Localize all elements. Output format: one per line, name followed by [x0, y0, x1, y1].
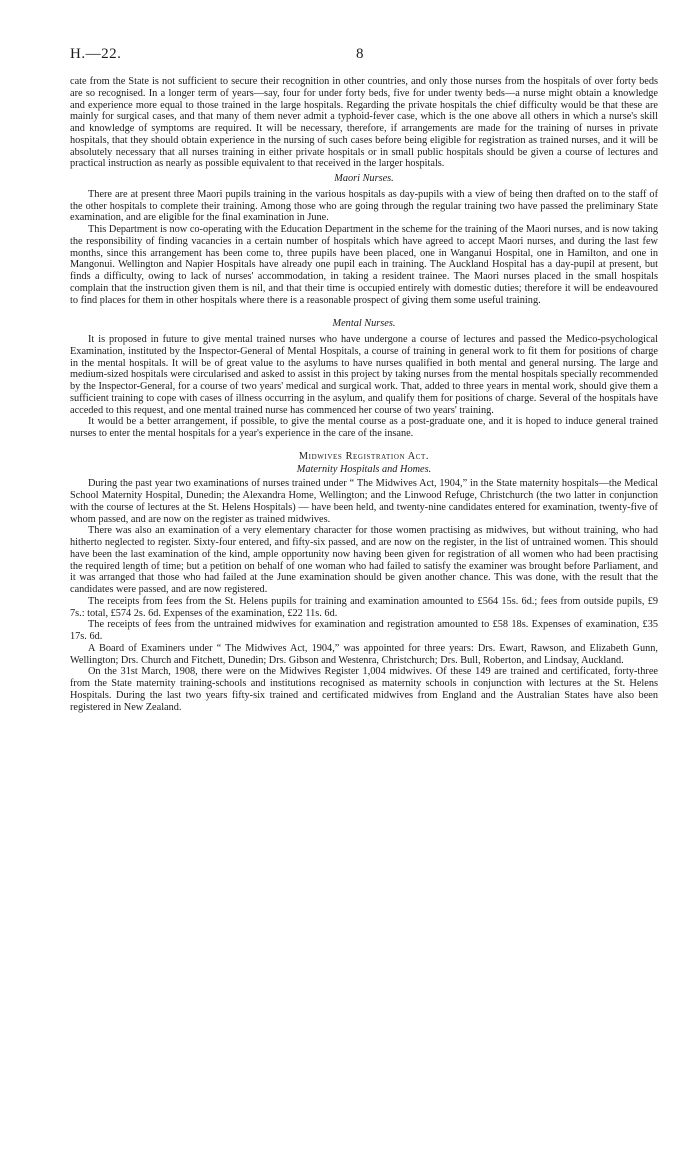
section-heading-mental-nurses: Mental Nurses.	[332, 318, 396, 330]
page-number: 8	[356, 46, 364, 62]
document-body	[70, 76, 658, 713]
report-reference: H.—22.	[70, 46, 122, 62]
section-subheading-maternity-hospitals: Maternity Hospitals and Homes.	[296, 463, 432, 475]
paragraph: The receipts of fees from the untrained midwives for examination and registration amounted to £58 18s. Expenses of examination, £35 17s. 6d.	[70, 619, 658, 642]
paragraph: There was also an examination of a very elementary character for those women practising as midwives, but without training, who had hitherto neglected to register. Sixty-four entered, and fifty-six passed, and are now on the register, in the list of untrained women. This should have been the last examination of the kind, ample opportunity now having been given for registration of all women who had been practising the required length of time; but a petition on behalf of one woman who had failed to satisfy the examiner was brought before Parliament, and it was arranged that those who had failed at the June examination should be given another chance. This was done, with the result that the candidates were passed, and are now registered.	[70, 525, 658, 595]
section-heading-midwives-registration-act: Midwives Registration Act.	[298, 450, 430, 462]
paragraph: There are at present three Maori pupils training in the various hospitals as day-pupils with a view of being then drafted on to the staff of the other hospitals to complete their training. Among those who are going through the regular training two have passed the preliminary State examination, and are eligible for the final examination in June.	[70, 188, 658, 224]
section-heading-maori-nurses: Maori Nurses.	[334, 173, 394, 184]
paragraph: During the past year two examinations of nurses trained under “ The Midwives Act, 1904,” in the State maternity hospitals—the Medical School Maternity Hospital, Dunedin; the Alexandra Home, Wellington; and the Linwood Refuge, Christchurch (the two latter in conjunction with the course of lectures at the St. Helens Hospitals) — have been held, and twenty-nine candidates entered for examination, twenty-five of whom passed, and are now on the register as trained midwives.	[70, 478, 658, 525]
paragraph: It would be a better arrangement, if possible, to give the mental course as a post-graduate one, and it is hoped to induce general trained nurses to enter the mental hospitals for a year's experience in the care of the insane.	[70, 416, 658, 439]
paragraph: On the 31st March, 1908, there were on the Midwives Register 1,004 midwives. Of these 149 are trained and certificated, forty-three from the State maternity training-schools and institutions recognised as maternity schools in conjunction with lectures at the St. Helens Hospitals. During the last two years fifty-six trained and certificated midwives from England and the Australian States have also been registered in New Zealand.	[70, 666, 658, 713]
paragraph: The receipts from fees from the St. Helens pupils for training and examination amounted to £564 15s. 6d.; fees from outside pupils, £9 7s.: total, £574 2s. 6d. Expenses of the examination, £22 11s. 6d.	[70, 595, 658, 619]
paragraph: It is proposed in future to give mental trained nurses who have undergone a course of lectures and passed the Medico-psychological Examination, instituted by the Inspector-General of Mental Hospitals, a course of training in general work to fit them for positions of charge in the mental hospitals. It will be of great value to the asylums to have nurses qualified in both mental and general nursing. The large and medium-sized hospitals were circularised and asked to assist in this project by taking nurses from the mental hospitals specially recommended by the Inspector-General, for a course of two years' medical and surgical work. That, added to three years in mental work, should give them a sufficient training to cope with cases of illness occurring in the asylum, and qualify them for positions of charge. Several of the hospitals have acceded to this request, and one mental trained nurse has commenced her course of two years' training.	[70, 334, 658, 416]
paragraph: A Board of Examiners under “ The Midwives Act, 1904,” was appointed for three years: Drs. Ewart, Rawson, and Elizabeth Gunn, Wellington; Drs. Church and Fitchett, Dunedin; Drs. Gibson and Westenra, Christchurch; Drs. Bull, Roberton, and Lindsay, Auckland.	[70, 642, 658, 666]
running-header	[70, 46, 658, 70]
paragraph: cate from the State is not sufficient to secure their recognition in other countries, and only those nurses from the hospitals of over forty beds are so recognised. In a longer term of years—say, four for under forty beds, five for under twenty beds—a nurse might obtain a knowledge and experience more equal to those trained in the large hospitals. Regarding the private hospitals the chief difficulty would be that these are mainly for surgical cases, and that many of them never admit a typhoid-fever case, which is the one above all others in which a nurse's skill and knowledge of symptoms are required. It will be necessary, therefore, if arrangements are made for the training of nurses in private hospitals, that they should obtain experience in the nursing of such cases before being eligible for registration as trained nurses, and it will be absolutely necessary that all nurses training in either private hospitals or in small public hospitals should be given a course of lectures and practical instruction as nearly as possible equivalent to that received in the larger hospitals.	[70, 76, 658, 170]
paragraph: This Department is now co-operating with the Education Department in the scheme for the training of the Maori nurses, and is now taking the responsibility of finding vacancies in a certain number of hospitals which have agreed to accept Maori nurses, and during the last few months, since this arrangement has been come to, three pupils have been placed, one in Wanganui Hospital, one in Hamilton, and one in Mangonui. Wellington and Napier Hospitals have already one pupil each in training. The Auckland Hospital has a day-pupil at present, but finds a difficulty, owing to lack of nurses' accommodation, in taking a resident trainee. The Maori nurses placed in the small hospitals complain that the instruction given them is nil, and that their time is occupied entirely with domestic duties; therefore it will be endeavoured to find places for them in other hospitals where there is a reasonable prospect of giving them some useful training.	[70, 224, 658, 306]
